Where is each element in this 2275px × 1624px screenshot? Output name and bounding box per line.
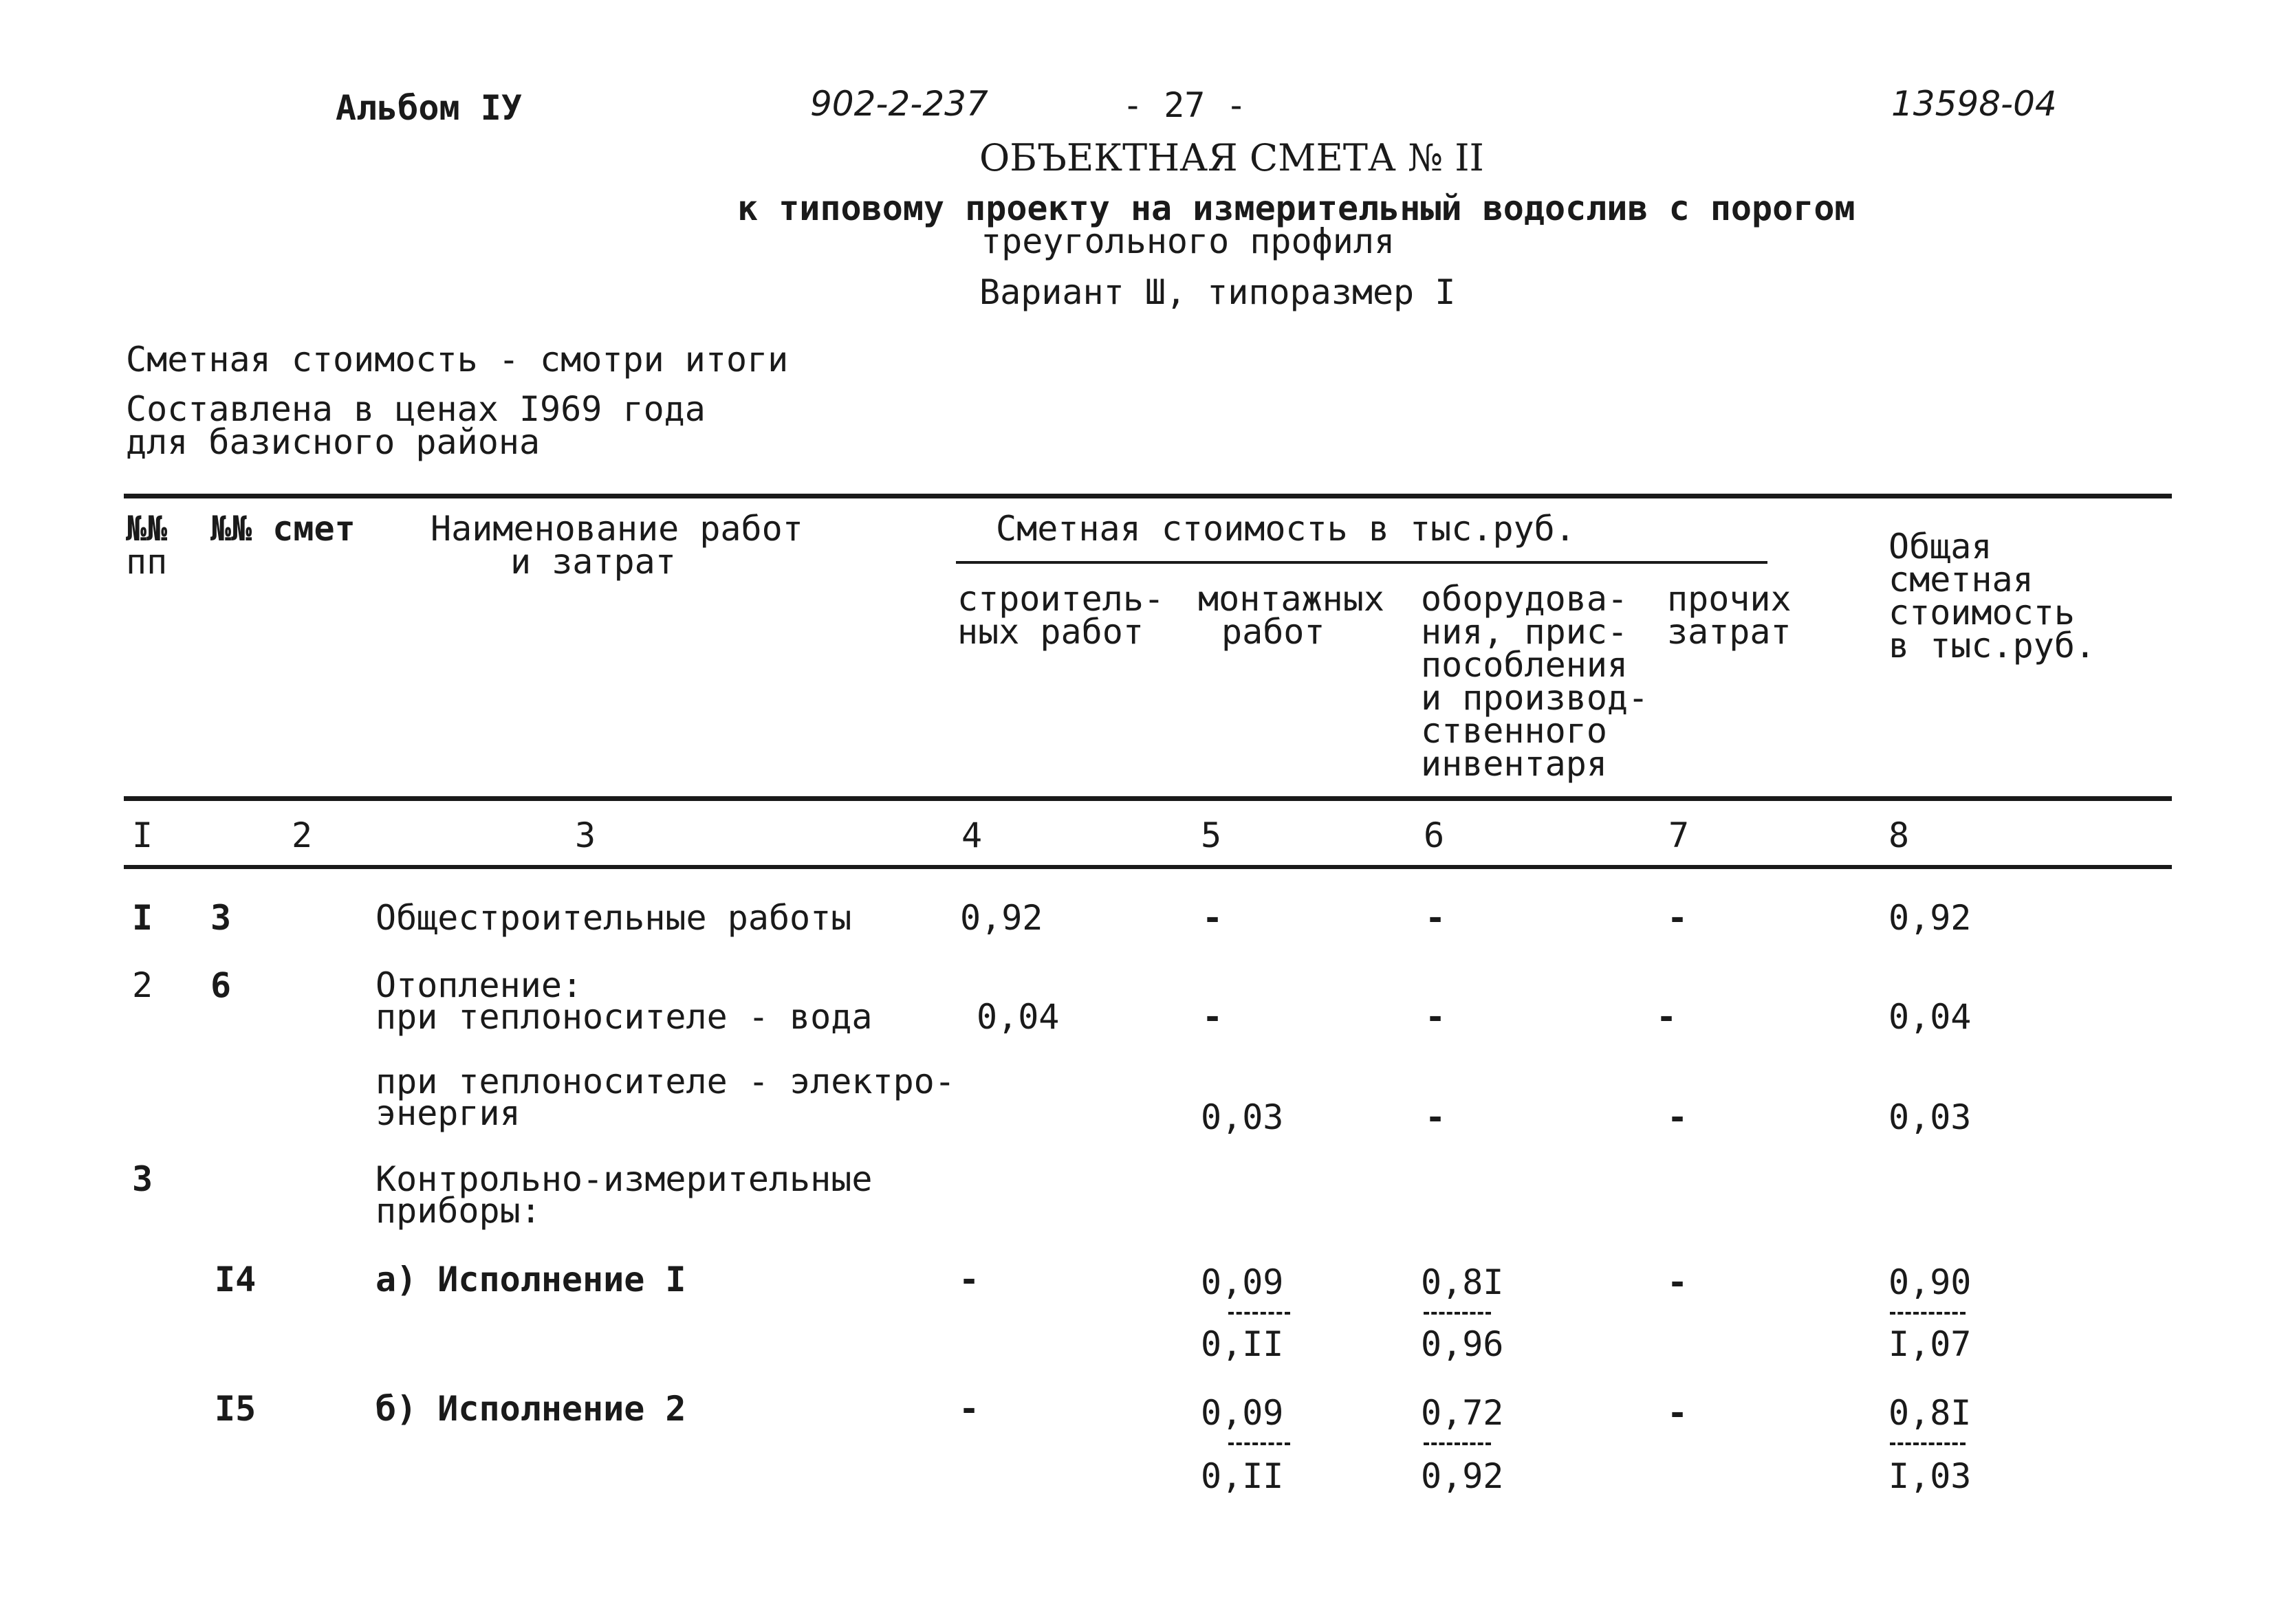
col6-header: оборудова- bbox=[1421, 579, 1629, 619]
row2-c5: - bbox=[1202, 997, 1223, 1037]
row2-name: Отопление: bbox=[375, 965, 583, 1005]
row6-c5-top: 0,09 bbox=[1201, 1393, 1284, 1433]
row6-c4: - bbox=[959, 1389, 980, 1429]
row6-name: б) Исполнение 2 bbox=[375, 1389, 686, 1429]
col8-header: Общая bbox=[1888, 527, 1992, 567]
row1-name: Общестроительные работы bbox=[375, 898, 852, 938]
row6-smet: I5 bbox=[215, 1389, 257, 1429]
col-num-header-2: пп bbox=[126, 542, 168, 582]
col-number-2: 2 bbox=[292, 815, 313, 855]
col-number-7: 7 bbox=[1668, 815, 1690, 855]
row5-c8-bottom: I,07 bbox=[1888, 1324, 1972, 1364]
col-name-header: Наименование работ bbox=[431, 509, 803, 549]
document-number: 13598-04 bbox=[1891, 84, 2057, 124]
row2-c4: 0,04 bbox=[977, 997, 1060, 1037]
col-smet-header: №№ смет bbox=[210, 509, 356, 549]
row3-c8: 0,03 bbox=[1888, 1097, 1972, 1137]
row1-c5: - bbox=[1202, 898, 1223, 938]
col-number-1: I bbox=[132, 815, 153, 855]
table-top-rule bbox=[124, 494, 2172, 498]
row6-c6-bottom: 0,92 bbox=[1421, 1456, 1504, 1496]
row6-c8-bottom: I,03 bbox=[1888, 1456, 1972, 1496]
col5-header: монтажных bbox=[1198, 579, 1384, 619]
row1-c7: - bbox=[1667, 898, 1688, 938]
col6-header-2: ния, прис- bbox=[1421, 612, 1629, 652]
row6-c5-bottom: 0,II bbox=[1201, 1456, 1284, 1496]
row6-c8-top: 0,8I bbox=[1888, 1393, 1972, 1433]
row4-name-2: приборы: bbox=[375, 1191, 541, 1231]
row3-name: при теплоносителе - электро- bbox=[375, 1062, 955, 1101]
row5-c7: - bbox=[1667, 1262, 1688, 1302]
row1-c8: 0,92 bbox=[1888, 898, 1972, 938]
variant-label: Вариант Ш, типоразмер I bbox=[979, 272, 1456, 312]
col-number-8: 8 bbox=[1888, 815, 1910, 855]
column-numbers-rule bbox=[124, 865, 2172, 869]
row1-c4: 0,92 bbox=[960, 898, 1043, 938]
col-number-3: 3 bbox=[575, 815, 596, 855]
col8-header-3: стоимость bbox=[1888, 593, 2075, 633]
row6-c8-divider bbox=[1890, 1442, 1966, 1445]
col8-header-2: сметная bbox=[1888, 560, 2034, 600]
row6-c5-divider bbox=[1228, 1442, 1290, 1445]
col8-header-4: в тыс.руб. bbox=[1888, 626, 2096, 666]
col4-header: строитель- bbox=[957, 579, 1165, 619]
row5-c5-top: 0,09 bbox=[1201, 1262, 1284, 1302]
col6-header-4: и производ- bbox=[1421, 678, 1649, 718]
row2-c8: 0,04 bbox=[1888, 997, 1972, 1037]
row1-c6: - bbox=[1425, 898, 1446, 938]
header-bottom-rule bbox=[124, 796, 2172, 801]
row3-name-2: энергия bbox=[375, 1093, 521, 1133]
col-number-4: 4 bbox=[961, 815, 983, 855]
col7-header-2: затрат bbox=[1667, 612, 1792, 652]
row6-c6-divider bbox=[1424, 1442, 1491, 1445]
row4-name: Контрольно-измерительные bbox=[375, 1159, 873, 1199]
col-num-header: №№ bbox=[126, 509, 168, 549]
col6-header-5: ственного bbox=[1421, 711, 1607, 751]
row3-c6: - bbox=[1425, 1097, 1446, 1137]
row5-c8-divider bbox=[1890, 1312, 1966, 1315]
estimated-cost-note: Сметная стоимость - смотри итоги bbox=[126, 340, 789, 380]
row2-number: 2 bbox=[132, 965, 153, 1005]
project-subtitle-cont: треугольного профиля bbox=[981, 221, 1395, 261]
row1-smet: 3 bbox=[210, 898, 232, 938]
project-subtitle: к типовому проекту на измерительный водослив с порогом bbox=[737, 188, 1855, 228]
row6-c6-top: 0,72 bbox=[1421, 1393, 1504, 1433]
row5-c6-bottom: 0,96 bbox=[1421, 1324, 1504, 1364]
row3-c5: 0,03 bbox=[1201, 1097, 1284, 1137]
row5-c4: - bbox=[959, 1260, 980, 1299]
row6-c7: - bbox=[1667, 1393, 1688, 1433]
row2-name-2: при теплоносителе - вода bbox=[375, 997, 873, 1037]
row2-c6: - bbox=[1425, 997, 1446, 1037]
col6-header-6: инвентаря bbox=[1421, 744, 1607, 784]
prices-region-note: для базисного района bbox=[126, 422, 541, 462]
col7-header: прочих bbox=[1667, 579, 1792, 619]
row1-number: I bbox=[132, 898, 153, 938]
group-header-rule bbox=[956, 561, 1767, 564]
page-number: - 27 - bbox=[1122, 85, 1247, 125]
col5-header-2: работ bbox=[1221, 612, 1325, 652]
col-name-header-2: и затрат bbox=[510, 542, 676, 582]
row5-name: а) Исполнение I bbox=[375, 1260, 686, 1299]
row2-smet: 6 bbox=[210, 965, 232, 1005]
row4-number: 3 bbox=[132, 1159, 153, 1199]
col4-header-2: ных работ bbox=[957, 612, 1144, 652]
project-code: 902-2-237 bbox=[810, 84, 988, 124]
estimate-title: ОБЪЕКТНАЯ СМЕТА № II bbox=[979, 136, 1484, 179]
row5-smet: I4 bbox=[215, 1260, 257, 1299]
row5-c5-divider bbox=[1228, 1312, 1290, 1315]
row2-c7: - bbox=[1656, 997, 1677, 1037]
album-label: Альбом IУ bbox=[336, 88, 522, 128]
col-number-5: 5 bbox=[1201, 815, 1222, 855]
col6-header-3: пособления bbox=[1421, 645, 1629, 685]
row5-c5-bottom: 0,II bbox=[1201, 1324, 1284, 1364]
row3-c7: - bbox=[1667, 1097, 1688, 1137]
row5-c6-top: 0,8I bbox=[1421, 1262, 1504, 1302]
prices-note: Составлена в ценах I969 года bbox=[126, 389, 706, 429]
row5-c6-divider bbox=[1424, 1312, 1491, 1315]
col-number-6: 6 bbox=[1424, 815, 1445, 855]
col-group-header: Сметная стоимость в тыс.руб. bbox=[996, 509, 1576, 549]
row5-c8-top: 0,90 bbox=[1888, 1262, 1972, 1302]
